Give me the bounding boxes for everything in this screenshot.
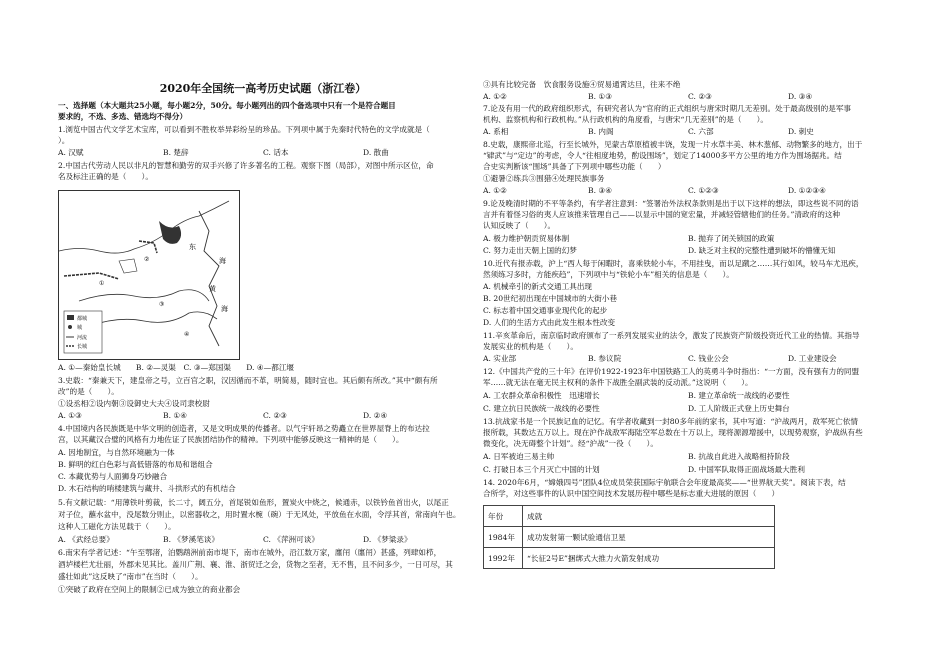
- question-13: 13.抗战家书是一个民族记血的记忆。有学者收藏到一封80多年前的家书，其中写道：“沪战两月，敌军死亡依情: [483, 417, 858, 426]
- q10-option-d: D. 人们的生活方式由此发生根本性改变: [483, 318, 616, 327]
- table-row: [484, 548, 775, 569]
- section-instruction-cont: 要求的，不选、多选、错选均不得分）: [58, 112, 188, 121]
- q8-option-d: D. ①②③④: [788, 186, 826, 195]
- question-9-cont2: 认知反映了（ ）。: [483, 221, 556, 230]
- q7-option-c: C. 六部: [688, 127, 714, 136]
- q6-option-b: B. ①③: [588, 92, 613, 101]
- q12-option-a: A. 工农群众革命积极性 迅速增长: [483, 391, 600, 400]
- question-2: 2.中国古代劳动人民以非凡的智慧和勤劳的双手兴修了许多著名的工程。观察下图（局部），对图中所示区位，命: [58, 161, 434, 170]
- question-13-cont: 报所载，其数达五万以上。现在沪作战敌军海陆空军总数在十万以上，现将源源增援中，以现势观察，沪战纵有些: [483, 428, 863, 437]
- question-4-cont: 宫，以其藏汉合璧的风格有力地佐证了民族团结协作的精神。下列项中能够反映这一精神的是（ ）。: [58, 435, 404, 444]
- q8-option-c: C. ①②③: [688, 186, 719, 195]
- question-14: 14. 2020年6月，“嫦娥四号”团队4位成员荣获国际宇航联合会年度最高奖——“世界航天奖”。阅读下表，结: [483, 478, 846, 487]
- q4-option-b: B. 鲜明的红白色彩与高低错落的布局和谐组合: [58, 460, 213, 469]
- q11-option-d: D. 工业建设会: [788, 354, 837, 363]
- q6-option-d: D. ③④: [788, 92, 813, 101]
- achievement-table: [483, 505, 775, 569]
- q4-option-a: A. 因地制宜，与自然环境融为一体: [58, 448, 175, 457]
- table-header-row: [484, 506, 775, 527]
- question-7: 7.论及有用一代的政府组织形式，有研究者认为“官府的正式组织与唐宋时期几无差别。处于最高级别的是军事: [483, 104, 852, 113]
- question-6-cont2: 盛壮如此”这反映了“南市”在当时（ ）。: [58, 572, 203, 581]
- q1-option-a: A. 汉赋: [58, 148, 84, 157]
- q4-option-d: D. 木石结构的哨楼建筑与藏井、斗拱形式的有机结合: [58, 484, 236, 493]
- page-title: 2020年全国统一高考历史试题（浙江卷）: [159, 82, 367, 95]
- q3-option-a: A. ①③: [58, 411, 82, 420]
- q13-option-a: A. 日军被迫三易主帅: [483, 452, 555, 461]
- map-marker-1: ①: [99, 280, 105, 287]
- q7-option-b: B. 内阁: [588, 127, 614, 136]
- map-legend-wall: 长城: [77, 344, 88, 350]
- q1-option-c: C. 话本: [263, 148, 289, 157]
- question-10: 10.近代有报赤载，沪上“西人每于闲暇时，喜乘铁轮小车，不用挂曳，而以足蹴之……其行如风，较马车尤迅疾，: [483, 259, 864, 268]
- q3-option-b: B. ①④: [163, 411, 188, 420]
- question-12-cont: 军……就无法在毫无民主权利的条件下战胜全副武装的反动派。”这说明（ ）。: [483, 378, 753, 387]
- q1-option-d: D. 散曲: [363, 148, 389, 157]
- question-11-cont: 发展实业的机构是（ ）。: [483, 342, 578, 351]
- q13-option-c: C. 打破日本三个月灭亡中国的计划: [483, 465, 600, 474]
- map-label-sea2: 海: [221, 305, 228, 313]
- question-3-items: ①设丞相②设内朝③设御史大夫④设司隶校尉: [58, 399, 210, 408]
- map-label-yellow: 黄: [209, 285, 216, 293]
- section-instruction: 一、选择题（本大题共25小题，每小题2分，50分。每小题列出的四个备选项中只有一个是符合题目: [58, 101, 396, 110]
- q11-option-b: B. 参议院: [588, 354, 622, 363]
- question-7-cont: 机构、监察机构和行政机构。”从行政机构的角度看，与唐宋“几无差别”的是（ ）。: [483, 115, 769, 124]
- q8-option-b: B. ③④: [588, 186, 613, 195]
- question-11: 11.辛亥革命后，南京临时政府颁布了一系列发展实业的法令，激发了民族资产阶级投资近代工业的热情。其指导: [483, 331, 860, 340]
- question-9-cont: 言并有着怪习俗的夷人应该推来管理自己——以显示中国的宽宏量，并减轻管辖他们的任务。”清政府的这种: [483, 210, 840, 219]
- q2-options: A. ①—秦始皇长城 B. ②—灵渠 C. ③—郑国渠 D. ④—都江堰: [58, 363, 295, 372]
- table-header-year: 年份: [484, 506, 523, 527]
- q5-option-d: D. 《梦粱录》: [363, 535, 412, 544]
- question-3-cont: 改”的是（ ）。: [58, 387, 119, 396]
- q9-option-d: D. 缺乏对主权的完整性遭到破坏的懵懂无知: [688, 246, 836, 255]
- map-marker-2: ②: [144, 256, 150, 263]
- q12-option-b: B. 建立革命统一战线的必要性: [688, 391, 790, 400]
- map-marker-4: ④: [184, 331, 190, 338]
- q9-option-a: A. 极力维护朝贡贸易体制: [483, 234, 570, 243]
- q5-option-a: A. 《武经总要》: [58, 535, 114, 544]
- question-8-cont2: 合史实判断该“围场”具备了下列项中哪些功能（ ）: [483, 162, 666, 171]
- q5-option-b: B. 《梦溪笔谈》: [163, 535, 219, 544]
- q3-option-c: C. ②③: [263, 411, 287, 420]
- table-cell-achievement: 成功发射第一颗试验通信卫星: [523, 527, 775, 548]
- q12-option-d: D. 工人阶级正式登上历史舞台: [688, 404, 790, 413]
- q11-option-c: C. 钱业公会: [688, 354, 729, 363]
- question-6-items-cont: ③具有比较完备 饮食服务设施④贸易通霄达旦，往来不绝: [483, 80, 681, 89]
- question-13-cont2: 微变化，决无碍整个计划”。经“沪战”一役（ ）。: [483, 439, 658, 448]
- q6-option-a: A. ①②: [483, 92, 507, 101]
- question-5-cont2: 这种人工磁化方法见载于（ ）。: [58, 522, 176, 531]
- q9-option-c: C. 努力走出天朝上国的幻梦: [483, 246, 577, 255]
- question-2-cont: 名及标注正确的是（ ）。: [58, 172, 153, 181]
- q5-option-c: C. 《萍洲可谈》: [263, 535, 319, 544]
- table-row: [484, 527, 775, 548]
- table-cell-achievement: “长征2号E”捆绑式大推力火箭发射成功: [523, 548, 775, 569]
- q13-option-d: D. 中国军队取得正面战场最大胜利: [688, 465, 805, 474]
- question-8-items: ①避暑②练兵③围猎④处理民族事务: [483, 174, 605, 183]
- map-legend-capital: 都城: [77, 316, 88, 322]
- q13-option-b: B. 抗战自此进入战略相持阶段: [688, 452, 790, 461]
- q8-option-a: A. ①②: [483, 186, 507, 195]
- question-6-cont: 酒垆楼栏尤壮丽，外郡未见其比。盖川广荆、襄、淮、浙贸迁之会，货物之至者，无不售，且不问多少，一日可尽，其: [58, 560, 453, 569]
- map-marker-3: ③: [159, 301, 165, 308]
- question-8: 8.史载，康熙帝北巡，行至长城外，见蒙古草原植被丰饶，发现一片水草丰美、林木葱郁、动物繁多的地方，出于: [483, 140, 863, 149]
- q10-option-a: A. 机械牵引的新式交通工具出现: [483, 282, 593, 291]
- question-1-cont: ）。: [58, 136, 70, 145]
- map-drawing: [59, 191, 239, 359]
- question-3: 3.史载：“秦兼天下，建皇帝之号，立百官之职，汉因循而不革，明简易，随时宜也。其后颇有所改。”其中“颇有所: [58, 376, 438, 385]
- q10-option-b: B. 20世纪初出现在中国城市的大街小巷: [483, 294, 617, 303]
- ancient-china-map: [58, 190, 240, 360]
- question-5: 5.有文献记载：“用薄铁叶剪裁，长二寸，阔五分，首尾锐如鱼形，置炭火中烧之，候通赤，以铁钤鱼首出火，以尾正: [58, 498, 449, 507]
- q1-option-b: B. 楚辞: [163, 148, 189, 157]
- table-header-achievement: 成就: [523, 506, 775, 527]
- map-label-sea: 海: [219, 257, 226, 265]
- question-10-cont: 然须练习多时，方能疾趋”，下列项中与“铁轮小车”相关的信息是（ ）。: [483, 270, 734, 279]
- q12-option-c: C. 建立抗日民族统一战线的必要性: [483, 404, 600, 413]
- question-14-cont: 合所学，对这些事件的认识中国空间技术发展历程中哪些是标志重大进展的原因（ ）: [483, 489, 780, 498]
- q7-option-d: D. 刺史: [788, 127, 814, 136]
- question-5-cont: 对子位，蘸水盆中，没尾数分则止，以密器收之，用时置水椀（碗）于无风处，平放鱼在水面，令浮其首，常南向午也。: [58, 510, 461, 519]
- q7-option-a: A. 系相: [483, 127, 509, 136]
- table-cell-year: 1992年: [484, 548, 523, 569]
- q9-option-b: B. 抛弃了闭关锁国的政策: [688, 234, 775, 243]
- question-6: 6.南宋有学者记述：“午至鄂渚，泊鹦鹉洲前南市堤下，南市在城外，沿江数万家，廛闬（廛闬）甚盛，列肆如栉，: [58, 548, 442, 557]
- q6-option-c: C. ②③: [688, 92, 712, 101]
- q3-option-d: D. ②④: [363, 411, 388, 420]
- question-1: 1.浏览中国古代文学艺术宝库，可以看到不胜枚举异彩纷呈的珍品。下列项中属于先秦时代特色的文学成就是（: [58, 125, 430, 134]
- question-12: 12.《中国共产党的三十年》在评价1922-1923年中国铁路工人的英勇斗争时指出：“一方面，没有强有力的同盟: [483, 367, 860, 376]
- question-8-cont: “肄武”与“定边”的考虑，令人“往相度地势，酌设围场”，划定了14000多平方公里的地方作为围场据兆。结: [483, 151, 842, 160]
- map-label-east: 东: [189, 243, 196, 251]
- q4-option-c: C. 本藏优势与人面狮身巧妙融合: [58, 472, 168, 481]
- question-4: 4.中国境内各民族既是中华文明的创造者，又是文明成果的传播者。以气宇轩昂之势矗立在世界屋脊上的布达拉: [58, 424, 430, 433]
- question-6-items: ①突破了政府在空间上的限制②已成为独立的商业都会: [58, 585, 241, 594]
- q11-option-a: A. 实业部: [483, 354, 517, 363]
- table-cell-year: 1984年: [484, 527, 523, 548]
- map-legend-river: 河流: [77, 335, 88, 341]
- map-legend-city: 城: [77, 325, 83, 331]
- q10-option-c: C. 标志着中国交通事业现代化的起步: [483, 306, 608, 315]
- question-9: 9.论及晚清时期的不平等条约，有学者注意到：“签署治外法权条款则是出于以下这样的想法，即这些说不同的语: [483, 199, 859, 208]
